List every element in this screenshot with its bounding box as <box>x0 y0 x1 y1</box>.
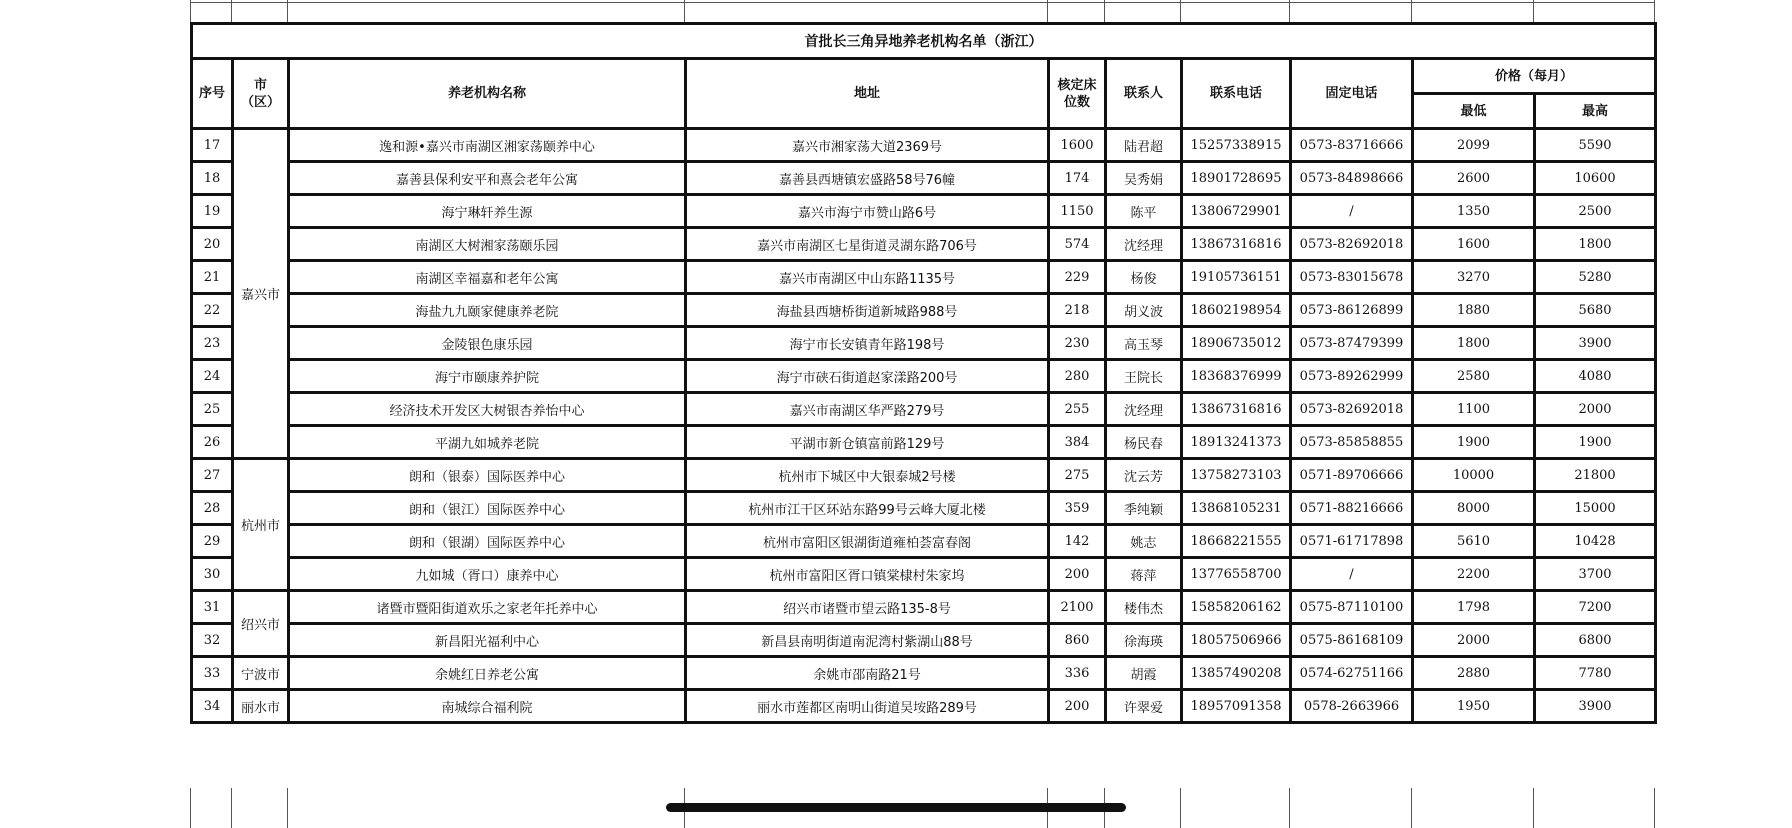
cell-price-min: 2600 <box>1413 162 1535 195</box>
cell-name: 嘉善县保利安平和熹会老年公寓 <box>289 162 686 195</box>
cell-index: 22 <box>192 294 233 327</box>
cell-index: 26 <box>192 426 233 459</box>
cell-address: 丽水市莲都区南明山街道吴垵路289号 <box>686 690 1049 723</box>
cell-landline: 0573-84898666 <box>1291 162 1413 195</box>
cell-index: 19 <box>192 195 233 228</box>
cell-index: 23 <box>192 327 233 360</box>
cell-address: 平湖市新仓镇富前路129号 <box>686 426 1049 459</box>
cell-index: 20 <box>192 228 233 261</box>
cell-phone: 13868105231 <box>1182 492 1291 525</box>
cell-contact: 王院长 <box>1106 360 1182 393</box>
cell-address: 海盐县西塘桥街道新城路988号 <box>686 294 1049 327</box>
cell-index: 18 <box>192 162 233 195</box>
cell-price-min: 8000 <box>1413 492 1535 525</box>
cell-name: 海宁琳轩养生源 <box>289 195 686 228</box>
cell-price-max: 7780 <box>1535 657 1656 690</box>
cell-address: 嘉兴市南湖区华严路279号 <box>686 393 1049 426</box>
cell-contact: 胡义波 <box>1106 294 1182 327</box>
cell-beds: 336 <box>1049 657 1106 690</box>
cell-price-max: 5280 <box>1535 261 1656 294</box>
cell-index: 17 <box>192 129 233 162</box>
cell-name: 朗和（银湖）国际医养中心 <box>289 525 686 558</box>
cell-price-min: 3270 <box>1413 261 1535 294</box>
cell-name: 九如城（胥口）康养中心 <box>289 558 686 591</box>
cell-name: 经济技术开发区大树银杏养怡中心 <box>289 393 686 426</box>
cell-landline: 0571-88216666 <box>1291 492 1413 525</box>
table-row <box>192 228 1656 261</box>
cell-price-max: 2000 <box>1535 393 1656 426</box>
cell-landline: 0573-85858855 <box>1291 426 1413 459</box>
cell-price-max: 5590 <box>1535 129 1656 162</box>
cell-city: 绍兴市 <box>233 591 289 657</box>
table-row <box>192 558 1656 591</box>
cell-landline: 0573-82692018 <box>1291 228 1413 261</box>
care-institution-table <box>190 22 1657 724</box>
cell-price-max: 1800 <box>1535 228 1656 261</box>
cell-address: 嘉兴市南湖区七星街道灵湖东路706号 <box>686 228 1049 261</box>
cell-price-min: 1798 <box>1413 591 1535 624</box>
cell-contact: 陈平 <box>1106 195 1182 228</box>
cell-price-min: 1100 <box>1413 393 1535 426</box>
cell-beds: 200 <box>1049 558 1106 591</box>
cell-index: 32 <box>192 624 233 657</box>
table-body <box>192 129 1656 723</box>
cell-contact: 季纯颖 <box>1106 492 1182 525</box>
cell-phone: 13806729901 <box>1182 195 1291 228</box>
cell-price-max: 6800 <box>1535 624 1656 657</box>
cell-price-max: 2500 <box>1535 195 1656 228</box>
cell-city: 宁波市 <box>233 657 289 690</box>
cell-landline: 0573-82692018 <box>1291 393 1413 426</box>
cell-name: 平湖九如城养老院 <box>289 426 686 459</box>
cell-contact: 蒋萍 <box>1106 558 1182 591</box>
cell-contact: 吴秀娟 <box>1106 162 1182 195</box>
cell-contact: 高玉琴 <box>1106 327 1182 360</box>
cell-landline: / <box>1291 195 1413 228</box>
table-row <box>192 261 1656 294</box>
table-row <box>192 129 1656 162</box>
cell-name: 朗和（银泰）国际医养中心 <box>289 459 686 492</box>
cell-phone: 18368376999 <box>1182 360 1291 393</box>
cell-beds: 255 <box>1049 393 1106 426</box>
cell-address: 新昌县南明街道南泥湾村紫湖山88号 <box>686 624 1049 657</box>
cell-phone: 19105736151 <box>1182 261 1291 294</box>
cell-contact: 徐海瑛 <box>1106 624 1182 657</box>
cell-landline: 0571-61717898 <box>1291 525 1413 558</box>
cell-address: 嘉兴市湘家荡大道2369号 <box>686 129 1049 162</box>
cell-price-max: 10600 <box>1535 162 1656 195</box>
cell-name: 南城综合福利院 <box>289 690 686 723</box>
cell-city: 嘉兴市 <box>233 129 289 459</box>
cell-landline: 0573-83716666 <box>1291 129 1413 162</box>
cell-index: 29 <box>192 525 233 558</box>
cell-address: 嘉兴市海宁市赞山路6号 <box>686 195 1049 228</box>
cell-contact: 楼伟杰 <box>1106 591 1182 624</box>
cell-name: 余姚红日养老公寓 <box>289 657 686 690</box>
cell-name: 诸暨市暨阳街道欢乐之家老年托养中心 <box>289 591 686 624</box>
cell-landline: 0573-86126899 <box>1291 294 1413 327</box>
cell-beds: 860 <box>1049 624 1106 657</box>
cell-price-min: 2000 <box>1413 624 1535 657</box>
cell-contact: 许翠爱 <box>1106 690 1182 723</box>
cell-index: 31 <box>192 591 233 624</box>
cell-phone: 13776558700 <box>1182 558 1291 591</box>
cell-city: 杭州市 <box>233 459 289 591</box>
cell-index: 28 <box>192 492 233 525</box>
cell-phone: 15257338915 <box>1182 129 1291 162</box>
cell-beds: 2100 <box>1049 591 1106 624</box>
cell-price-max: 3700 <box>1535 558 1656 591</box>
cell-beds: 384 <box>1049 426 1106 459</box>
cell-index: 30 <box>192 558 233 591</box>
cell-city: 丽水市 <box>233 690 289 723</box>
cell-address: 余姚市邵南路21号 <box>686 657 1049 690</box>
cell-index: 33 <box>192 657 233 690</box>
header-price: 价格（每月） <box>1413 59 1656 94</box>
table-row <box>192 690 1656 723</box>
cell-contact: 陆君超 <box>1106 129 1182 162</box>
cell-contact: 胡霞 <box>1106 657 1182 690</box>
cell-address: 海宁市硖石街道赵家漾路200号 <box>686 360 1049 393</box>
cell-landline: 0575-87110100 <box>1291 591 1413 624</box>
cell-contact: 沈经理 <box>1106 228 1182 261</box>
table-title: 首批长三角异地养老机构名单（浙江） <box>192 24 1656 59</box>
cell-price-min: 2880 <box>1413 657 1535 690</box>
cell-address: 嘉善县西塘镇宏盛路58号76幢 <box>686 162 1049 195</box>
cell-landline: 0574-62751166 <box>1291 657 1413 690</box>
cell-name: 金陵银色康乐园 <box>289 327 686 360</box>
cell-phone: 13758273103 <box>1182 459 1291 492</box>
table-row <box>192 657 1656 690</box>
cell-beds: 200 <box>1049 690 1106 723</box>
cell-price-max: 1900 <box>1535 426 1656 459</box>
cell-beds: 1150 <box>1049 195 1106 228</box>
cell-price-min: 2580 <box>1413 360 1535 393</box>
cell-phone: 13867316816 <box>1182 228 1291 261</box>
cell-beds: 218 <box>1049 294 1106 327</box>
table-row <box>192 591 1656 624</box>
table-row <box>192 459 1656 492</box>
cell-index: 24 <box>192 360 233 393</box>
cell-price-min: 1900 <box>1413 426 1535 459</box>
header-address: 地址 <box>686 59 1049 129</box>
cell-name: 南湖区幸福嘉和老年公寓 <box>289 261 686 294</box>
cell-name: 逸和源•嘉兴市南湖区湘家荡颐养中心 <box>289 129 686 162</box>
cell-address: 海宁市长安镇青年路198号 <box>686 327 1049 360</box>
cell-price-max: 7200 <box>1535 591 1656 624</box>
cell-price-min: 2099 <box>1413 129 1535 162</box>
cell-index: 27 <box>192 459 233 492</box>
header-landline: 固定电话 <box>1291 59 1413 129</box>
cell-price-max: 10428 <box>1535 525 1656 558</box>
cell-landline: 0578-2663966 <box>1291 690 1413 723</box>
cell-beds: 574 <box>1049 228 1106 261</box>
table-row <box>192 195 1656 228</box>
cell-price-min: 1950 <box>1413 690 1535 723</box>
cell-phone: 18957091358 <box>1182 690 1291 723</box>
cell-contact: 姚志 <box>1106 525 1182 558</box>
cell-landline: 0573-87479399 <box>1291 327 1413 360</box>
cell-beds: 229 <box>1049 261 1106 294</box>
cell-phone: 15858206162 <box>1182 591 1291 624</box>
cell-price-min: 1600 <box>1413 228 1535 261</box>
cell-name: 海盐九九颐家健康养老院 <box>289 294 686 327</box>
cell-address: 杭州市江干区环站东路99号云峰大厦北楼 <box>686 492 1049 525</box>
cell-beds: 275 <box>1049 459 1106 492</box>
table-row <box>192 624 1656 657</box>
cell-contact: 沈经理 <box>1106 393 1182 426</box>
table-row <box>192 162 1656 195</box>
cell-name: 南湖区大树湘家荡颐乐园 <box>289 228 686 261</box>
cell-index: 34 <box>192 690 233 723</box>
cell-landline: 0573-83015678 <box>1291 261 1413 294</box>
header-index: 序号 <box>192 59 233 129</box>
cell-phone: 18602198954 <box>1182 294 1291 327</box>
cell-price-max: 5680 <box>1535 294 1656 327</box>
cell-phone: 18057506966 <box>1182 624 1291 657</box>
cell-contact: 杨俊 <box>1106 261 1182 294</box>
cell-phone: 13867316816 <box>1182 393 1291 426</box>
cell-name: 新昌阳光福利中心 <box>289 624 686 657</box>
table-row <box>192 327 1656 360</box>
cell-price-min: 5610 <box>1413 525 1535 558</box>
cell-contact: 沈云芳 <box>1106 459 1182 492</box>
cell-landline: / <box>1291 558 1413 591</box>
header-city: 市 （区） <box>233 59 289 129</box>
cell-landline: 0573-89262999 <box>1291 360 1413 393</box>
cell-beds: 1600 <box>1049 129 1106 162</box>
cell-beds: 280 <box>1049 360 1106 393</box>
header-contact: 联系人 <box>1106 59 1182 129</box>
cell-name: 朗和（银江）国际医养中心 <box>289 492 686 525</box>
cell-index: 21 <box>192 261 233 294</box>
cell-price-max: 3900 <box>1535 327 1656 360</box>
table-row <box>192 294 1656 327</box>
table-row <box>192 492 1656 525</box>
cell-contact: 杨民春 <box>1106 426 1182 459</box>
cell-address: 杭州市富阳区银湖街道雍柏荟富春阁 <box>686 525 1049 558</box>
cell-address: 绍兴市诸暨市望云路135-8号 <box>686 591 1049 624</box>
header-name: 养老机构名称 <box>289 59 686 129</box>
cell-phone: 18668221555 <box>1182 525 1291 558</box>
cell-landline: 0571-89706666 <box>1291 459 1413 492</box>
cell-price-min: 1350 <box>1413 195 1535 228</box>
cell-beds: 359 <box>1049 492 1106 525</box>
cell-index: 25 <box>192 393 233 426</box>
cell-address: 嘉兴市南湖区中山东路1135号 <box>686 261 1049 294</box>
cell-price-min: 1880 <box>1413 294 1535 327</box>
header-price-max: 最高 <box>1535 94 1656 129</box>
cell-phone: 18913241373 <box>1182 426 1291 459</box>
cell-price-max: 3900 <box>1535 690 1656 723</box>
cell-phone: 18901728695 <box>1182 162 1291 195</box>
cell-address: 杭州市富阳区胥口镇棠棣村朱家坞 <box>686 558 1049 591</box>
cell-price-min: 10000 <box>1413 459 1535 492</box>
header-phone: 联系电话 <box>1182 59 1291 129</box>
cell-price-min: 1800 <box>1413 327 1535 360</box>
cell-phone: 13857490208 <box>1182 657 1291 690</box>
table-row <box>192 393 1656 426</box>
header-beds: 核定床 位数 <box>1049 59 1106 129</box>
cell-price-max: 4080 <box>1535 360 1656 393</box>
cell-beds: 142 <box>1049 525 1106 558</box>
scroll-indicator[interactable] <box>666 803 1126 812</box>
cell-price-max: 15000 <box>1535 492 1656 525</box>
cell-beds: 174 <box>1049 162 1106 195</box>
header-price-min: 最低 <box>1413 94 1535 129</box>
table-row <box>192 360 1656 393</box>
cell-landline: 0575-86168109 <box>1291 624 1413 657</box>
cell-price-max: 21800 <box>1535 459 1656 492</box>
cell-beds: 230 <box>1049 327 1106 360</box>
cell-phone: 18906735012 <box>1182 327 1291 360</box>
table-row <box>192 525 1656 558</box>
table-row <box>192 426 1656 459</box>
cell-address: 杭州市下城区中大银泰城2号楼 <box>686 459 1049 492</box>
cell-price-min: 2200 <box>1413 558 1535 591</box>
cell-name: 海宁市颐康养护院 <box>289 360 686 393</box>
